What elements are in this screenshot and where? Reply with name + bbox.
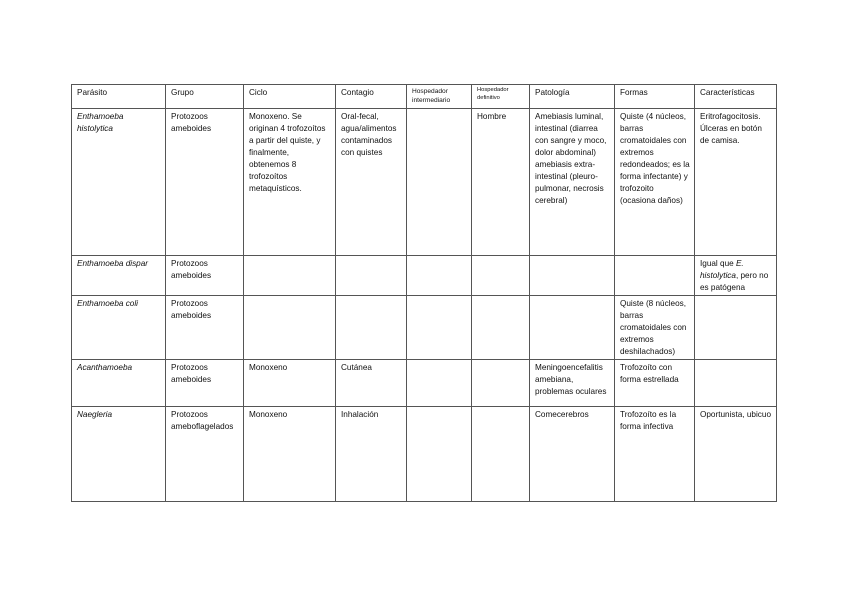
cell-parasito: Acanthamoeba bbox=[72, 360, 166, 407]
cell-caracteristicas: Oportunista, ubicuo bbox=[695, 407, 777, 502]
cell-patologia bbox=[530, 256, 615, 296]
cell-grupo: Protozoos ameboides bbox=[166, 256, 244, 296]
cell-patologia bbox=[530, 296, 615, 360]
parasite-table bbox=[71, 84, 777, 502]
caracteristicas-species-ref: E. histolytica bbox=[700, 259, 744, 280]
header-contagio: Contagio bbox=[336, 85, 407, 109]
cell-parasito: Enthamoeba histolytica bbox=[72, 109, 166, 256]
cell-formas: Trofozoíto es la forma infectiva bbox=[615, 407, 695, 502]
cell-intermediario bbox=[407, 256, 472, 296]
cell-intermediario bbox=[407, 109, 472, 256]
cell-patologia: Meningoencefalitis amebiana, problemas oculares bbox=[530, 360, 615, 407]
cell-definitivo bbox=[472, 256, 530, 296]
cell-parasito: Enthamoeba dispar bbox=[72, 256, 166, 296]
header-formas: Formas bbox=[615, 85, 695, 109]
cell-caracteristicas bbox=[695, 256, 777, 296]
cell-patologia: Comecerebros bbox=[530, 407, 615, 502]
header-hospedador-intermediario: Hospedador intermediario bbox=[407, 85, 472, 109]
cell-contagio bbox=[336, 296, 407, 360]
cell-definitivo bbox=[472, 360, 530, 407]
cell-formas bbox=[615, 256, 695, 296]
cell-caracteristicas bbox=[695, 360, 777, 407]
cell-grupo: Protozoos ameboflagelados bbox=[166, 407, 244, 502]
cell-grupo: Protozoos ameboides bbox=[166, 296, 244, 360]
cell-intermediario bbox=[407, 296, 472, 360]
cell-parasito: Naegleria bbox=[72, 407, 166, 502]
cell-ciclo bbox=[244, 296, 336, 360]
table-row bbox=[72, 360, 777, 407]
table-row bbox=[72, 109, 777, 256]
header-patologia: Patología bbox=[530, 85, 615, 109]
header-parasito: Parásito bbox=[72, 85, 166, 109]
table-row bbox=[72, 407, 777, 502]
cell-definitivo: Hombre bbox=[472, 109, 530, 256]
caracteristicas-text-start: Igual que bbox=[700, 259, 736, 268]
cell-ciclo: Monoxeno bbox=[244, 360, 336, 407]
header-ciclo: Ciclo bbox=[244, 85, 336, 109]
cell-grupo: Protozoos ameboides bbox=[166, 109, 244, 256]
cell-definitivo bbox=[472, 407, 530, 502]
table-header-row bbox=[72, 85, 777, 109]
table-row bbox=[72, 256, 777, 296]
cell-ciclo: Monoxeno. Se originan 4 trofozoítos a partir del quiste, y finalmente, obtenemos 8 trofozoítos metaquísticos. bbox=[244, 109, 336, 256]
cell-contagio: Oral-fecal, agua/alimentos contaminados con quistes bbox=[336, 109, 407, 256]
table-row bbox=[72, 296, 777, 360]
cell-contagio: Cutánea bbox=[336, 360, 407, 407]
caracteristicas-text-end: , pero no es patógena bbox=[700, 271, 769, 292]
cell-ciclo: Monoxeno bbox=[244, 407, 336, 502]
cell-definitivo bbox=[472, 296, 530, 360]
cell-formas: Quiste (8 núcleos, barras cromatoidales con extremos deshilachados) bbox=[615, 296, 695, 360]
cell-caracteristicas: Eritrofagocitosis. Úlceras en botón de camisa. bbox=[695, 109, 777, 256]
header-hospedador-definitivo: Hospedador definitivo bbox=[472, 85, 530, 109]
cell-contagio bbox=[336, 256, 407, 296]
cell-grupo: Protozoos ameboides bbox=[166, 360, 244, 407]
cell-contagio: Inhalación bbox=[336, 407, 407, 502]
cell-parasito: Enthamoeba coli bbox=[72, 296, 166, 360]
cell-ciclo bbox=[244, 256, 336, 296]
cell-formas: Trofozoíto con forma estrellada bbox=[615, 360, 695, 407]
cell-patologia: Amebiasis luminal, intestinal (diarrea con sangre y moco, dolor abdominal) amebiasis extra-intestinal (pleuro-pulmonar, necrosis cerebral) bbox=[530, 109, 615, 256]
cell-formas: Quiste (4 núcleos, barras cromatoidales con extremos redondeados; es la forma infectante) y trofozoito (ocasiona daños) bbox=[615, 109, 695, 256]
cell-caracteristicas bbox=[695, 296, 777, 360]
cell-intermediario bbox=[407, 407, 472, 502]
header-caracteristicas: Características bbox=[695, 85, 777, 109]
header-grupo: Grupo bbox=[166, 85, 244, 109]
cell-intermediario bbox=[407, 360, 472, 407]
